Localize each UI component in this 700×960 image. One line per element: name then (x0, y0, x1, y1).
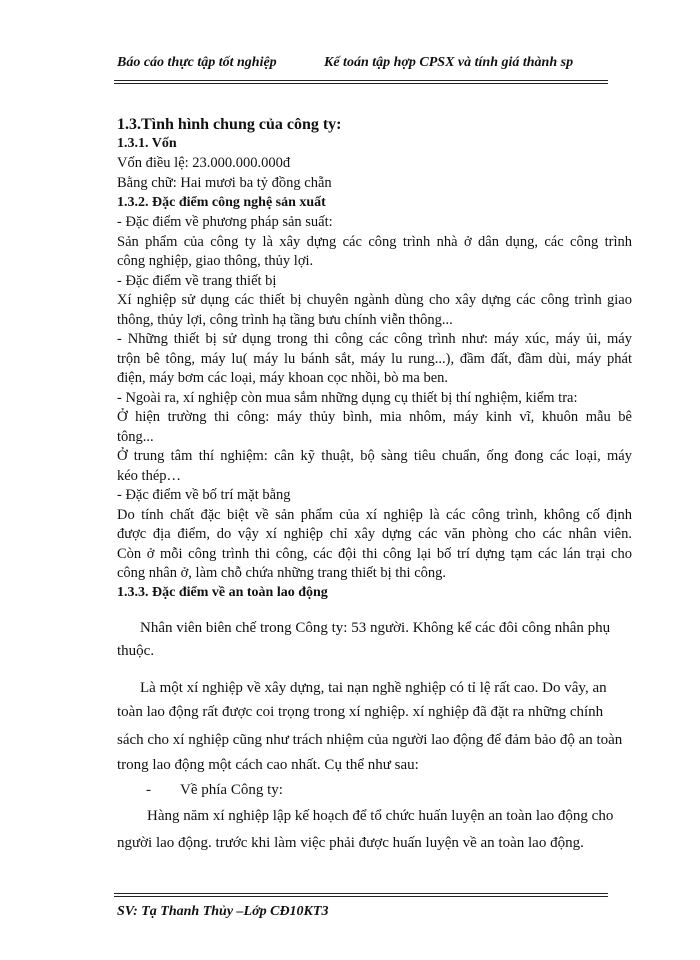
body-line: Còn ở mỗi công trình thi công, các đội thi công lại bố trí dựng tạm các lán trại cho (117, 546, 632, 562)
body-line: điện, máy bơm các loại, máy khoan cọc nhồi, bò ma ben. (117, 370, 449, 386)
body-line: Là một xí nghiệp về xây dựng, tai nạn nghề nghiệp có tỉ lệ rất cao. Do vây, an (140, 680, 607, 696)
body-line: thông, thủy lợi, công trình hạ tầng bưu chính viễn thông... (117, 312, 453, 328)
body-line: thuộc. (117, 643, 155, 659)
subsection-3-title: 1.3.3. Đặc điểm về an toàn lao động (117, 585, 328, 600)
body-line: sách cho xí nghiệp cũng như trách nhiệm của người lao động để đảm bảo độ an toàn (117, 732, 623, 748)
section-title: 1.3.Tình hình chung của công ty: (117, 116, 342, 133)
body-line: Bằng chữ: Hai mươi ba tỷ đồng chẵn (117, 175, 332, 191)
body-line: kéo thép… (117, 468, 182, 484)
body-line: - Đặc điểm về trang thiết bị (117, 273, 277, 289)
footer-text: SV: Tạ Thanh Thủy –Lớp CĐ10KT3 (117, 904, 329, 919)
body-line: Do tính chất đặc biệt về sản phẩm của xí nghiệp là các công trình, không cố định (117, 507, 632, 523)
header-right: Kế toán tập hợp CPSX và tính giá thành sp (324, 55, 574, 70)
body-line: - Những thiết bị sử dụng trong thi công các công trình như: máy xúc, máy ủi, máy (117, 331, 632, 347)
body-line: Hàng năm xí nghiệp lập kế hoạch để tổ chức huấn luyện an toàn lao động cho (147, 808, 614, 824)
body-line: trong lao động một cách cao nhất. Cụ thể như sau: (117, 757, 419, 773)
body-line: công nghiệp, giao thông, thủy lợi. (117, 253, 314, 269)
body-line: Nhân viên biên chế trong Công ty: 53 người. Không kể các đôi công nhân phụ (140, 620, 611, 636)
body-line: Sản phẩm của công ty là xây dựng các công trình nhà ở dân dụng, các công trình (117, 234, 632, 250)
subsection-2-title: 1.3.2. Đặc điểm công nghệ sản xuất (117, 195, 326, 210)
header-left: Báo cáo thực tập tốt nghiệp (117, 55, 277, 70)
body-line: tông... (117, 429, 154, 445)
body-line: - Đặc điểm về phương pháp sản suất: (117, 214, 333, 230)
body-line: Về phía Công ty: (180, 782, 283, 798)
body-line: Ở hiện trường thi công: máy thủy bình, mia nhôm, máy kinh vĩ, khuôn mẫu bê (117, 409, 632, 425)
body-line: trộn bê tông, máy lu( máy lu bánh sắt, máy lu rung...), đầm đất, đầm dùi, máy phát (117, 351, 632, 367)
body-line: - Ngoài ra, xí nghiệp còn mua sắm những dụng cụ thiết bị thí nghiệm, kiểm tra: (117, 390, 578, 406)
body-line: - Đặc điểm về bố trí mặt bằng (117, 487, 291, 503)
body-line: toàn lao động rất được coi trọng trong xí nghiệp. xí nghiệp đã đặt ra những chính (117, 704, 604, 720)
body-line: công nhân ở, làm chỗ chứa những trang thiết bị thi công. (117, 565, 447, 581)
body-line: Xí nghiệp sử dụng các thiết bị chuyên ngành dùng cho xây dựng các công trình giao (117, 292, 632, 308)
body-line: được địa điểm, do vậy xí nghiệp chỉ xây dựng các văn phòng cho các nhân viên. (117, 526, 632, 542)
body-line: Vốn điều lệ: 23.000.000.000đ (117, 155, 291, 171)
header-rule (114, 80, 608, 84)
bullet: - (146, 782, 151, 798)
body-line: người lao động. trước khi làm việc phải được huấn luyện về an toàn lao động. (117, 835, 584, 851)
subsection-1-title: 1.3.1. Vốn (117, 136, 177, 151)
footer-rule (114, 893, 608, 897)
body-line: Ở trung tâm thí nghiệm: cân kỹ thuật, bộ sàng tiêu chuẩn, ống đong các loại, máy (117, 448, 632, 464)
